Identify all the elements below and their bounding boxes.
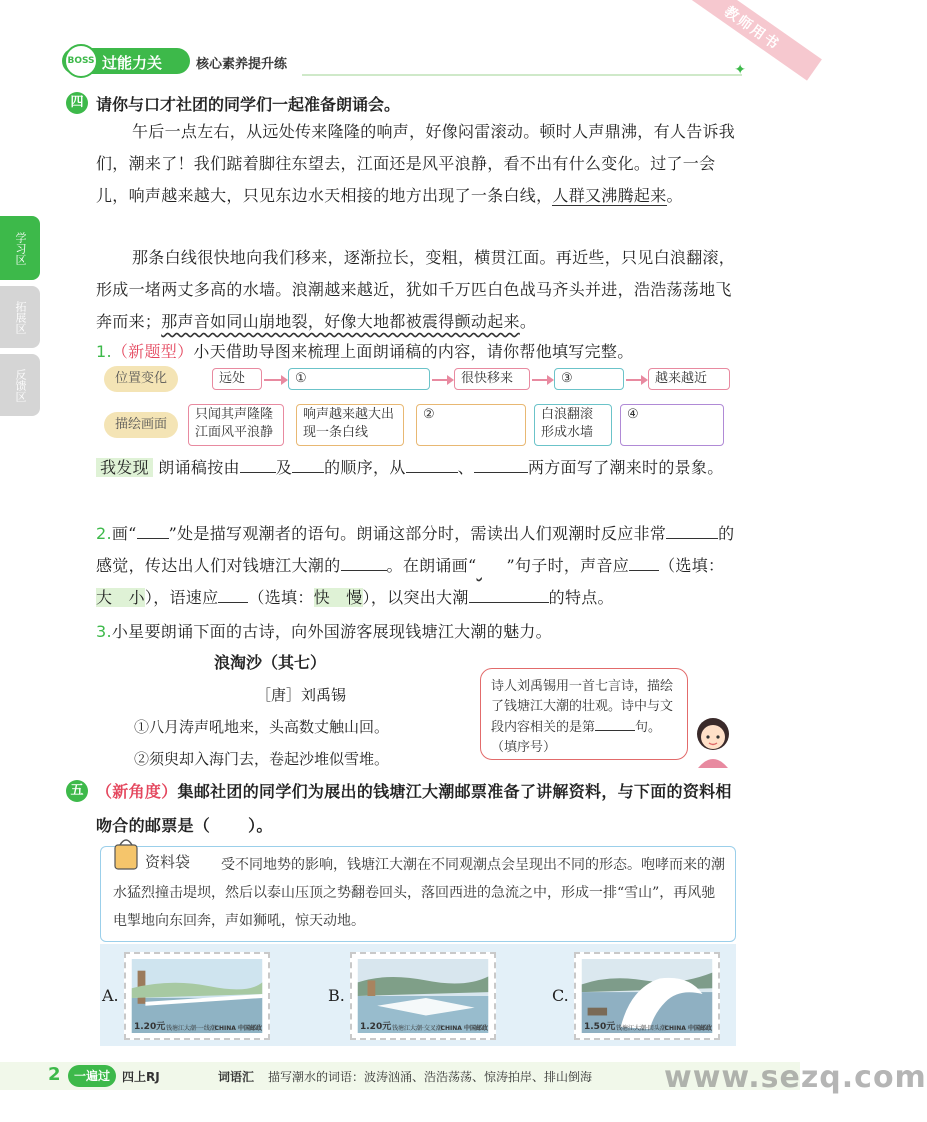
option-label-b: B. [328, 986, 345, 1005]
arrow-icon [432, 379, 452, 381]
stamp-c-caption: 钱塘江大潮·回头潮 [616, 1025, 666, 1032]
option-label-a: A. [102, 986, 119, 1005]
page-number: 2 [48, 1064, 61, 1085]
stamp-b-country: CHINA 中国邮政 [440, 1025, 488, 1032]
stamp-a-country: CHINA 中国邮政 [214, 1025, 262, 1032]
pos-box-2-blank[interactable]: ① [288, 368, 430, 390]
answer-blank[interactable] [341, 553, 387, 571]
label-scene: 描绘画面 [104, 412, 178, 438]
discovery-fill-in: 我发现 朗诵稿按由 及 的顺序，从 、 两方面写了潮来时的景象。 [96, 452, 736, 484]
arrow-icon [264, 379, 286, 381]
stamp-b-value: 1.20元 [360, 1022, 392, 1032]
side-tabs [0, 216, 40, 422]
vocab-title: 词语汇 [218, 1070, 255, 1084]
stamp-c-country: CHINA 中国邮政 [664, 1025, 712, 1032]
stamp-c-value: 1.50元 [584, 1022, 616, 1032]
section-number: 五 [66, 780, 88, 802]
answer-blank[interactable] [240, 455, 276, 473]
girl-avatar-icon [690, 712, 736, 768]
header-badge: 过能力关 [62, 48, 190, 74]
section-title: 请你与口才社团的同学们一起准备朗诵会。 [96, 95, 401, 114]
poem-line-2: ②须臾却入海门去，卷起沙堆似雪堆。 [134, 750, 390, 768]
pos-box-1: 远处 [212, 368, 262, 390]
scene-box-1: 只闻其声隆隆江面风平浪静 [188, 404, 284, 446]
section5-title: （新角度）集邮社团的同学们为展出的钱塘江大潮邮票准备了讲解资料，与下面的资料相吻合的邮票是（ ）。 [96, 775, 742, 843]
scene-box-4: 白浪翻滚形成水墙 [534, 404, 612, 446]
teacher-edition-ribbon: 教师用书 [684, 0, 822, 81]
answer-blank[interactable] [210, 809, 248, 843]
arrow-icon [626, 379, 646, 381]
mind-map [96, 362, 736, 452]
tab-study[interactable]: 学习区 [0, 216, 40, 280]
vocab-text: 描写潮水的词语：波涛汹涌、浩浩荡荡、惊涛拍岸、排山倒海 [268, 1070, 593, 1084]
resource-tag-label: 资料袋 [145, 853, 191, 871]
pos-box-5: 越来越近 [648, 368, 730, 390]
stamp-a-value: 1.20元 [134, 1022, 166, 1032]
wavy-underlined-sentence: 那声音如同山崩地裂，好像大地都被震得颤动起来 [161, 312, 520, 331]
stamp-c[interactable] [574, 952, 720, 1040]
tab-extend[interactable]: 拓展区 [0, 286, 40, 348]
stamp-a-caption: 钱塘江大潮·一线潮 [166, 1025, 216, 1032]
answer-blank[interactable] [218, 585, 248, 603]
poem-title: 浪淘沙（其七） [214, 653, 327, 672]
scene-box-2: 响声越来越大出现一条白线 [296, 404, 404, 446]
scene-box-3-blank[interactable]: ② [416, 404, 526, 446]
section-number: 四 [66, 92, 88, 114]
pos-box-3: 很快移来 [454, 368, 530, 390]
option-loud-soft: 大 小 [96, 588, 145, 607]
stamp-b-caption: 钱塘江大潮·交叉潮 [392, 1025, 442, 1032]
boss-logo-icon: BOSS [64, 44, 98, 78]
watermark: www.sezq.com [664, 1060, 927, 1095]
discover-tag: 我发现 [96, 458, 153, 477]
underlined-sentence: 人群又沸腾起来 [552, 186, 667, 205]
answer-blank[interactable] [629, 553, 659, 571]
question-3: 3.小星要朗诵下面的古诗，向外国游客展现钱塘江大潮的魅力。 [96, 622, 552, 641]
question-1: 1.（新题型）小天借助导图来梳理上面朗诵稿的内容，请你帮他填写完整。 [96, 342, 634, 361]
option-fast-slow: 快 慢 [313, 588, 363, 607]
answer-blank[interactable] [292, 455, 324, 473]
page-footer [0, 1060, 927, 1095]
footer-brand: 一遍过 [68, 1065, 116, 1087]
arrow-icon [532, 379, 552, 381]
answer-blank[interactable] [595, 717, 635, 731]
page-header [62, 48, 746, 78]
pos-box-4-blank[interactable]: ③ [554, 368, 624, 390]
resource-text: 受不同地势的影响，钱塘江大潮在不同观潮点会呈现出不同的形态。咆哮而来的潮水猛烈撞击堤坝，然后以泰山压顶之势翻卷回头，落回西进的急流之中，形成一排“雪山”，再风驰电掣地向东回奔，声如狮吼，惊天动地。 [113, 857, 725, 929]
tip-bubble: 诗人刘禹锡用一首七言诗，描绘了钱塘江大潮的壮观。诗中与文段内容相关的是第 句。（填序号） [480, 668, 688, 760]
stamp-options [100, 944, 736, 1046]
reading-paragraph-2: 那条白线很快地向我们移来，逐渐拉长，变粗，横贯江面。再近些，只见白浪翻滚，形成一堵两丈多高的水墙。浪潮越来越近，犹如千万匹白色战马齐头并进，浩浩荡荡地飞奔而来；那声音如同山崩地裂，好像大地都被震得颤动起来。 [96, 248, 736, 331]
option-label-c: C. [552, 986, 569, 1005]
poem-author: ［唐］刘禹锡 [256, 686, 347, 704]
answer-blank[interactable] [469, 585, 549, 603]
stamp-a[interactable] [124, 952, 270, 1040]
header-subtitle: 核心素养提升练 [196, 57, 288, 72]
stamp-b[interactable] [350, 952, 496, 1040]
header-divider [302, 74, 742, 76]
resource-box [100, 846, 736, 942]
poem-line-1: ①八月涛声吼地来，头高数丈触山回。 [134, 718, 390, 736]
question-2: 2.画“ ”处是描写观潮者的语句。朗诵这部分时，需读出人们观潮时反应非常 的感觉，传达出人们对钱塘江大潮的 。在朗诵画“ ”句子时，声音应 （选填：大 小），语速应 （选填：快 慢），以突出大潮 的特点。 [96, 518, 736, 614]
tab-feedback[interactable]: 反馈区 [0, 354, 40, 416]
reading-paragraph-1: 午后一点左右，从远处传来隆隆的响声，好像闷雷滚动。顿时人声鼎沸，有人告诉我们，潮来了！我们踮着脚往东望去，江面还是风平浪静，看不出有什么变化。过了一会儿，响声越来越大，只见东边水天相接的地方出现了一条白线，人群又沸腾起来。 [96, 122, 736, 205]
answer-blank[interactable] [137, 521, 169, 539]
answer-blank[interactable] [474, 455, 528, 473]
star-icon: ✦ [734, 62, 746, 78]
label-position: 位置变化 [104, 366, 178, 392]
answer-blank[interactable] [666, 521, 718, 539]
wavy-blank[interactable] [477, 550, 507, 582]
answer-blank[interactable] [406, 455, 458, 473]
footer-grade: 四上RJ [122, 1070, 160, 1084]
scene-box-5-blank[interactable]: ④ [620, 404, 724, 446]
